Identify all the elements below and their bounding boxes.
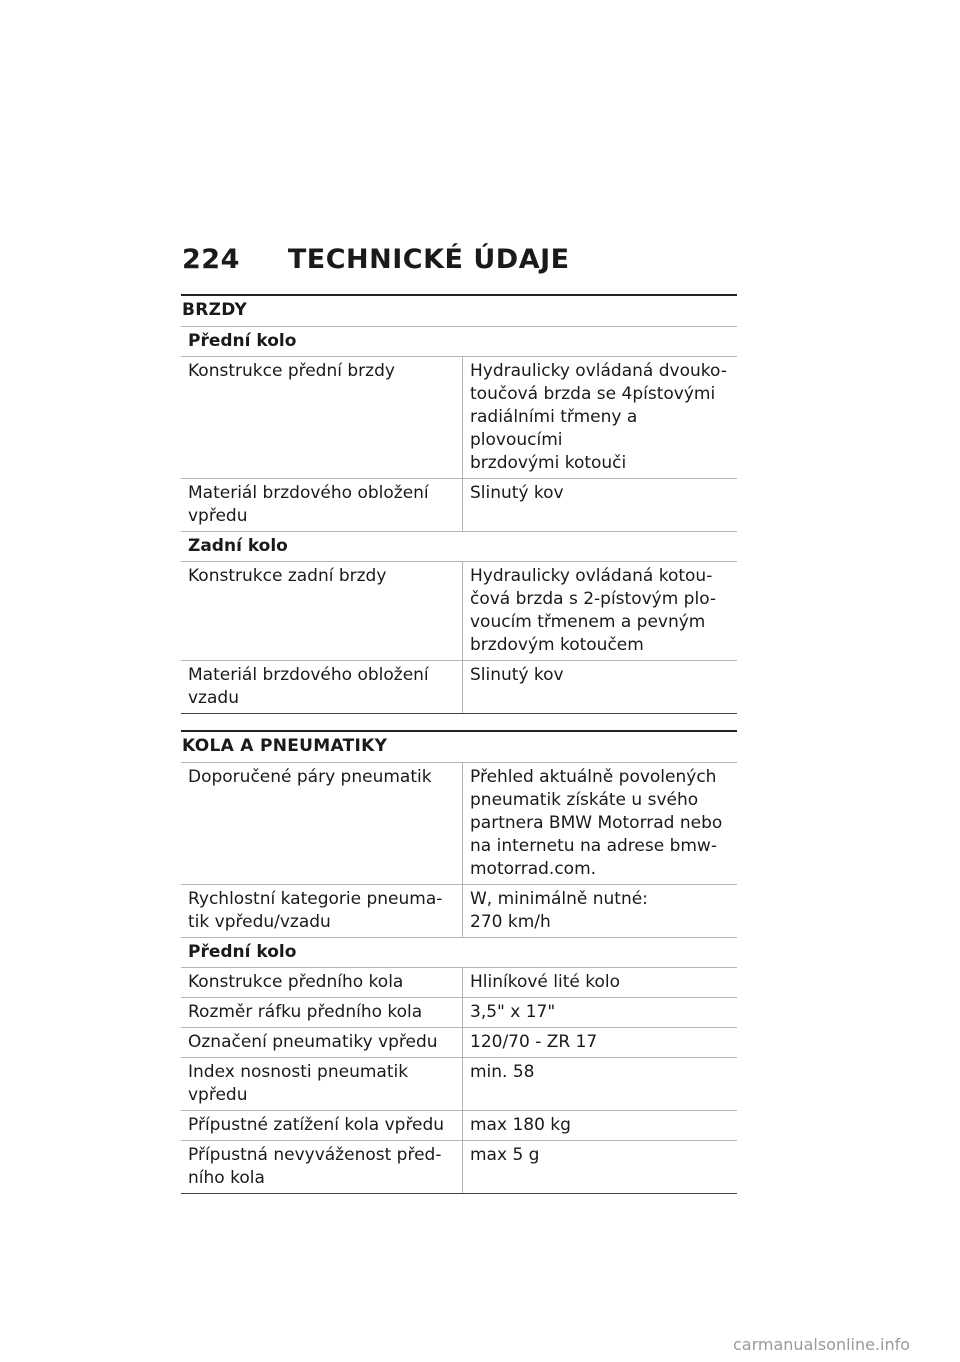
spec-label: Rozměr ráfku předního kola	[181, 998, 463, 1028]
spec-row	[181, 1141, 737, 1194]
subheading: Přední kolo	[181, 938, 737, 968]
subheading: Zadní kolo	[181, 532, 737, 562]
section-heading: KOLA A PNEUMATIKY	[181, 730, 737, 762]
spec-row	[181, 1111, 737, 1141]
subheading: Přední kolo	[181, 327, 737, 357]
spec-row	[181, 1028, 737, 1058]
spec-row	[181, 661, 737, 714]
spec-row	[181, 885, 737, 938]
page-title: TECHNICKÉ ÚDAJE	[287, 244, 570, 275]
spec-content	[181, 294, 737, 1194]
spec-value: max 5 g	[463, 1141, 738, 1194]
spec-label: Konstrukce přední brzdy	[181, 357, 463, 479]
spec-value: Hydraulicky ovládaná kotou- čová brzda s 2-pístovým plo- voucím třmenem a pevným brzdovým kotoučem	[463, 562, 738, 661]
spec-row	[181, 1058, 737, 1111]
spec-label: Přípustná nevyváženost před- ního kola	[181, 1141, 463, 1194]
spec-label: Přípustné zatížení kola vpředu	[181, 1111, 463, 1141]
spec-table	[181, 762, 737, 1194]
spec-value: Slinutý kov	[463, 661, 738, 714]
spec-label: Index nosnosti pneumatik vpředu	[181, 1058, 463, 1111]
subheading-row	[181, 327, 737, 357]
spec-value: Slinutý kov	[463, 479, 738, 532]
subheading-row	[181, 532, 737, 562]
spec-value: max 180 kg	[463, 1111, 738, 1141]
spec-row	[181, 763, 737, 885]
page-header	[182, 244, 570, 275]
section-heading: BRZDY	[181, 294, 737, 326]
spec-value: Přehled aktuálně povolených pneumatik získáte u svého partnera BMW Motorrad nebo na internetu na adrese bmw- motorrad.com.	[463, 763, 738, 885]
spec-label: Rychlostní kategorie pneuma- tik vpředu/vzadu	[181, 885, 463, 938]
spec-label: Materiál brzdového obložení vzadu	[181, 661, 463, 714]
spec-label: Doporučené páry pneumatik	[181, 763, 463, 885]
watermark: carmanualsonline.info	[733, 1335, 911, 1354]
spec-label: Konstrukce předního kola	[181, 968, 463, 998]
spec-value: 120/70 - ZR 17	[463, 1028, 738, 1058]
spec-row	[181, 968, 737, 998]
spec-label: Materiál brzdového obložení vpředu	[181, 479, 463, 532]
spec-value: W, minimálně nutné: 270 km/h	[463, 885, 738, 938]
page-number: 224	[182, 244, 240, 275]
spec-label: Konstrukce zadní brzdy	[181, 562, 463, 661]
section-gap	[181, 714, 737, 730]
spec-value: Hliníkové lité kolo	[463, 968, 738, 998]
spec-value: min. 58	[463, 1058, 738, 1111]
spec-row	[181, 479, 737, 532]
spec-row	[181, 562, 737, 661]
spec-value: 3,5" x 17"	[463, 998, 738, 1028]
spec-value: Hydraulicky ovládaná dvouko- toučová brzda se 4pístovými radiálními třmeny a plovoucími brzdovými kotouči	[463, 357, 738, 479]
spec-row	[181, 357, 737, 479]
spec-table	[181, 326, 737, 714]
spec-row	[181, 998, 737, 1028]
subheading-row	[181, 938, 737, 968]
spec-label: Označení pneumatiky vpředu	[181, 1028, 463, 1058]
